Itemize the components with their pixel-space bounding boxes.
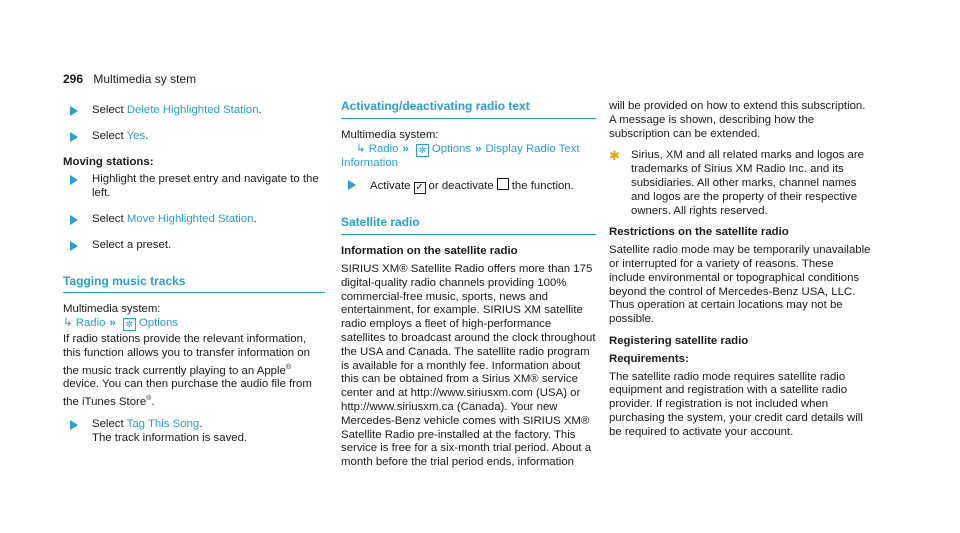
note-block	[609, 149, 871, 218]
tagging-text: If radio stations provide the relevant information, this function allows you to transfer information on the music track currently playing to an Apple	[63, 333, 310, 377]
step-yes	[63, 130, 325, 144]
column-3	[609, 100, 871, 448]
step-text: Select	[92, 417, 127, 430]
tagging-text-2: device. You can then purchase the audio file from the iTunes Store	[63, 378, 312, 408]
step-move-station	[63, 213, 325, 227]
step-text: Select	[92, 104, 127, 116]
path-arrow-icon: ↳	[63, 317, 73, 330]
step-delete-station	[63, 104, 325, 118]
info-heading: Information on the satellite radio	[341, 245, 518, 258]
empty-box-icon	[497, 178, 509, 190]
info-body: SIRIUS XM® Satellite Radio offers more than 175 digital-quality radio channels providing 100% commercial-free music, sports, news and entertainment, for example. SIRIUS XM satellite radio employs a fleet of high-performance satellites to broadcast around the clock throughout the USA and Canada. The satellite radio program is available for a monthly fee. Information about this can be obtained from a Sirius XM® service center and at http://www.siriusxm.com (USA) or http://www.siriusxm.ca (Canada). Your new Mercedes-Benz vehicle comes with SIRIUS XM® Satellite Radio pre-installed at the factory. This service is free for a six-month trial period. About a month before the trial period ends, information	[341, 262, 596, 469]
page-header	[63, 72, 196, 86]
step-suffix: .	[253, 212, 257, 225]
tagging-text-3: .	[151, 395, 155, 408]
gear-icon: ✲	[123, 318, 136, 331]
step-text: or deactivate	[428, 180, 494, 193]
move-highlighted-station-link: Move Highlighted Station	[126, 212, 254, 225]
satellite-radio-heading: Satellite radio	[341, 216, 596, 235]
step-suffix: .	[145, 129, 149, 142]
radio-path-link: Radio	[368, 142, 399, 155]
step-text: Highlight the preset entry and navigate to the left.	[92, 173, 319, 200]
step-highlight	[63, 173, 325, 201]
step-arrow-icon	[70, 175, 78, 185]
step-text: Select a preset.	[92, 238, 172, 251]
info-lamp-icon: ✱	[609, 148, 620, 164]
step-activate	[341, 178, 596, 194]
delete-highlighted-station-link: Delete Highlighted Station	[126, 104, 259, 116]
checked-box-icon: ✓	[415, 182, 424, 194]
step-arrow-icon	[70, 215, 78, 225]
radio-path-link: Radio	[75, 317, 106, 330]
step-arrow-icon	[70, 132, 78, 142]
path-arrow-icon: ↳	[356, 142, 366, 155]
options-path-link: Options	[431, 142, 472, 155]
path-intro: Multimedia system:	[63, 303, 161, 316]
step-suffix: .	[258, 104, 262, 116]
tagging-body: If radio stations provide the relevant information, this function allows you to transfer information on the music track currently playing to an Apple® device. You can then purchase the audio file from the iTunes Store®.	[63, 333, 312, 408]
display-radio-text-link: Display Radio Text Information	[341, 142, 580, 169]
menu-path	[341, 143, 596, 171]
registering-heading: Registering satellite radio	[609, 334, 749, 347]
double-chevron-icon: »	[475, 142, 482, 155]
menu-path	[63, 317, 325, 331]
tagging-heading: Tagging music tracks	[63, 275, 325, 294]
page-number: 296	[63, 72, 84, 86]
double-chevron-icon: »	[109, 317, 116, 330]
requirements-heading: Requirements:	[609, 352, 689, 365]
restrictions-heading: Restrictions on the satellite radio	[609, 226, 789, 239]
step-detail: The track information is saved.	[92, 431, 248, 444]
double-chevron-icon: »	[402, 142, 409, 155]
continued-body: will be provided on how to extend this subscription. A message is shown, describing how the subscription can be extended.	[609, 100, 866, 140]
column-1	[63, 100, 325, 457]
requirements-body: The satellite radio mode requires satellite radio equipment and registration with a satellite radio provider. If registration is not included when purchasing the system, your credit card details will be required to activate your account.	[609, 370, 863, 438]
step-arrow-icon	[70, 241, 78, 251]
restrictions-body: Satellite radio mode may be temporarily unavailable or interrupted for a variety of reasons. These include environmental or topographical conditions beyond the control of Mercedes-Benz USA, LLC. Thus operation at certain locations may not be possible.	[609, 244, 871, 326]
tag-this-song-link: Tag This Song	[126, 417, 200, 430]
step-arrow-icon	[70, 106, 78, 116]
activating-heading: Activating/deactivating radio text	[341, 100, 596, 119]
step-text: the function.	[511, 180, 574, 193]
page-title: Multimedia sy stem	[93, 72, 197, 86]
moving-stations-heading: Moving stations:	[63, 155, 154, 168]
step-tag-song	[63, 418, 325, 446]
step-text: Activate	[370, 180, 411, 193]
path-intro: Multimedia system:	[341, 128, 439, 141]
options-path-link: Options	[138, 317, 179, 330]
step-text: Select	[92, 129, 127, 142]
step-arrow-icon	[70, 420, 78, 430]
note-text: Sirius, XM and all related marks and logos are trademarks of Sirius XM Radio Inc. and its subsidiaries. All other marks, channel names and logos are the property of their respective owners. All rights reserved.	[631, 149, 864, 217]
step-select-preset	[63, 239, 325, 253]
step-arrow-icon	[348, 180, 356, 190]
step-text: Select	[92, 212, 127, 225]
gear-icon: ✲	[416, 144, 429, 157]
column-2	[341, 100, 596, 478]
yes-link: Yes	[126, 129, 146, 142]
step-suffix: .	[199, 417, 203, 430]
